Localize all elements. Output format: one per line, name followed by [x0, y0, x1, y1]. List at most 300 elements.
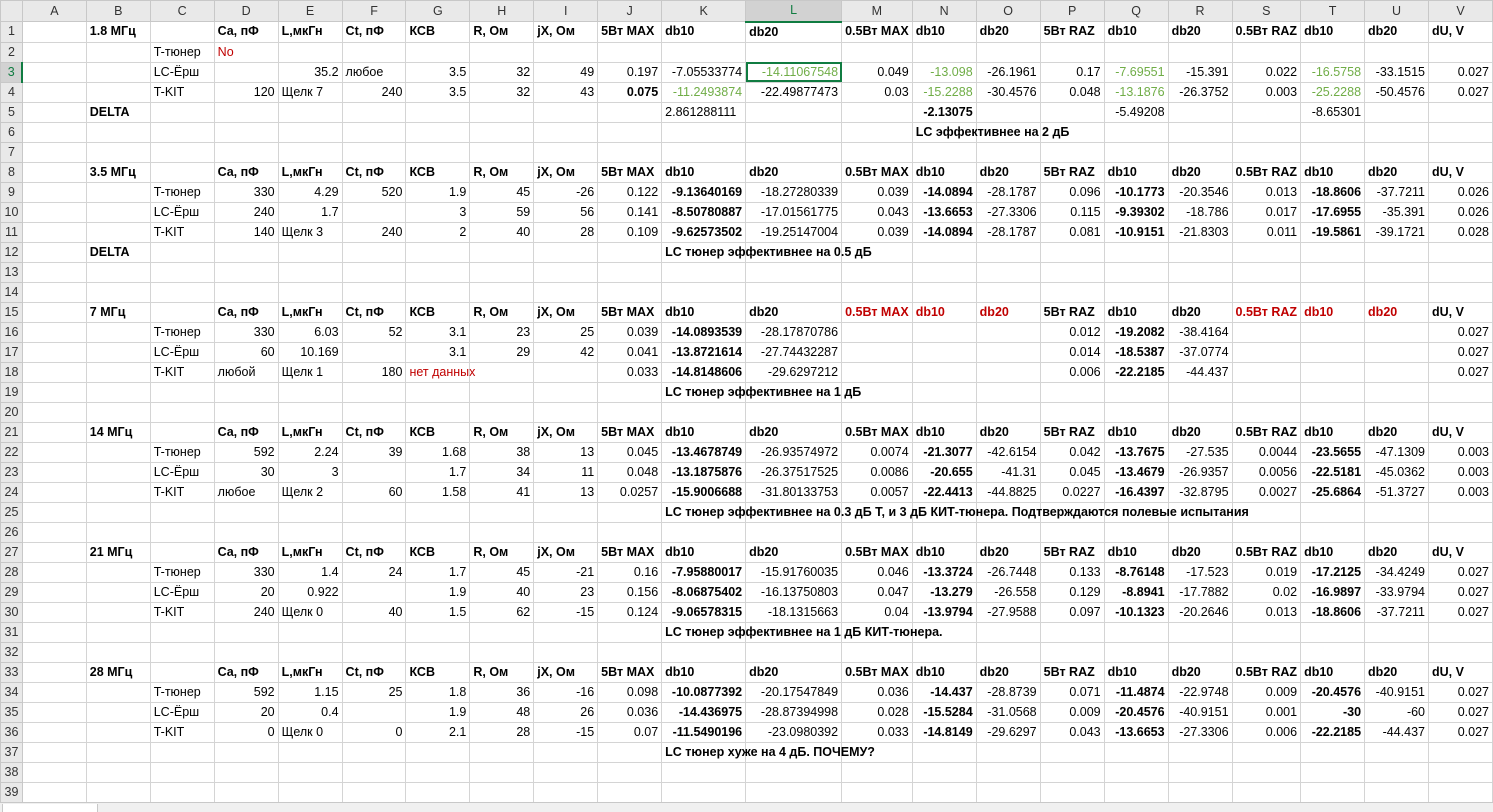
cell-p32[interactable] [1040, 642, 1104, 662]
cell-b34[interactable] [86, 682, 150, 702]
cell-s14[interactable] [1232, 282, 1301, 302]
cell-h37[interactable] [470, 742, 534, 762]
cell-g17[interactable]: 3.1 [406, 342, 470, 362]
cell-u29[interactable]: -33.9794 [1365, 582, 1429, 602]
cell-v38[interactable] [1429, 762, 1493, 782]
cell-m15[interactable]: 0.5Вт MAX [842, 302, 913, 322]
cell-n30[interactable]: -13.9794 [912, 602, 976, 622]
cell-f11[interactable]: 240 [342, 222, 406, 242]
cell-f34[interactable]: 25 [342, 682, 406, 702]
cell-j35[interactable]: 0.036 [598, 702, 662, 722]
cell-e37[interactable] [278, 742, 342, 762]
cell-o18[interactable] [976, 362, 1040, 382]
cell-k4[interactable]: -11.2493874 [662, 82, 746, 102]
cell-k10[interactable]: -8.50780887 [662, 202, 746, 222]
cell-j39[interactable] [598, 782, 662, 802]
cell-g30[interactable]: 1.5 [406, 602, 470, 622]
cell-e1[interactable]: L,мкГн [278, 22, 342, 43]
cell-b11[interactable] [86, 222, 150, 242]
cell-d30[interactable]: 240 [214, 602, 278, 622]
cell-e8[interactable]: L,мкГн [278, 162, 342, 182]
cell-c22[interactable]: T-тюнер [150, 442, 214, 462]
row-header-20[interactable]: 20 [1, 402, 23, 422]
cell-d7[interactable] [214, 142, 278, 162]
cell-q30[interactable]: -10.1323 [1104, 602, 1168, 622]
cell-c25[interactable] [150, 502, 214, 522]
cell-v7[interactable] [1429, 142, 1493, 162]
cell-o33[interactable]: db20 [976, 662, 1040, 682]
cell-t30[interactable]: -18.8606 [1301, 602, 1365, 622]
cell-r21[interactable]: db20 [1168, 422, 1232, 442]
cell-o17[interactable] [976, 342, 1040, 362]
cell-j28[interactable]: 0.16 [598, 562, 662, 582]
cell-t8[interactable]: db10 [1301, 162, 1365, 182]
column-header-m[interactable]: M [842, 1, 913, 22]
cell-t38[interactable] [1301, 762, 1365, 782]
cell-h11[interactable]: 40 [470, 222, 534, 242]
cell-r24[interactable]: -32.8795 [1168, 482, 1232, 502]
cell-j17[interactable]: 0.041 [598, 342, 662, 362]
row-header-25[interactable]: 25 [1, 502, 23, 522]
cell-m36[interactable]: 0.033 [842, 722, 913, 742]
cell-j21[interactable]: 5Вт MAX [598, 422, 662, 442]
cell-f2[interactable] [342, 42, 406, 62]
cell-k14[interactable] [662, 282, 746, 302]
cell-b25[interactable] [86, 502, 150, 522]
cell-k18[interactable]: -14.8148606 [662, 362, 746, 382]
cell-n9[interactable]: -14.0894 [912, 182, 976, 202]
cell-h22[interactable]: 38 [470, 442, 534, 462]
cell-b14[interactable] [86, 282, 150, 302]
cell-a21[interactable] [22, 422, 86, 442]
cell-v20[interactable] [1429, 402, 1493, 422]
cell-f38[interactable] [342, 762, 406, 782]
cell-b6[interactable] [86, 122, 150, 142]
cell-s28[interactable]: 0.019 [1232, 562, 1301, 582]
cell-m4[interactable]: 0.03 [842, 82, 913, 102]
cell-s17[interactable] [1232, 342, 1301, 362]
cell-p10[interactable]: 0.115 [1040, 202, 1104, 222]
row-header-1[interactable]: 1 [1, 22, 23, 43]
cell-o36[interactable]: -29.6297 [976, 722, 1040, 742]
cell-r10[interactable]: -18.786 [1168, 202, 1232, 222]
cell-b9[interactable] [86, 182, 150, 202]
cell-b24[interactable] [86, 482, 150, 502]
cell-d32[interactable] [214, 642, 278, 662]
cell-k8[interactable]: db10 [662, 162, 746, 182]
cell-e15[interactable]: L,мкГн [278, 302, 342, 322]
column-header-p[interactable]: P [1040, 1, 1104, 22]
cell-v31[interactable] [1429, 622, 1493, 642]
cell-d20[interactable] [214, 402, 278, 422]
cell-d15[interactable]: Ca, пФ [214, 302, 278, 322]
cell-c23[interactable]: LC-Ёрш [150, 462, 214, 482]
row-header-6[interactable]: 6 [1, 122, 23, 142]
column-header-n[interactable]: N [912, 1, 976, 22]
cell-p38[interactable] [1040, 762, 1104, 782]
cell-u8[interactable]: db20 [1365, 162, 1429, 182]
cell-b8[interactable]: 3.5 МГц [86, 162, 150, 182]
cell-o26[interactable] [976, 522, 1040, 542]
cell-d34[interactable]: 592 [214, 682, 278, 702]
cell-t3[interactable]: -16.5758 [1301, 62, 1365, 82]
cell-q2[interactable] [1104, 42, 1168, 62]
cell-k36[interactable]: -11.5490196 [662, 722, 746, 742]
cell-b15[interactable]: 7 МГц [86, 302, 150, 322]
cell-q18[interactable]: -22.2185 [1104, 362, 1168, 382]
cell-g39[interactable] [406, 782, 470, 802]
cell-m5[interactable] [842, 102, 913, 122]
cell-l21[interactable]: db20 [746, 422, 842, 442]
cell-i14[interactable] [534, 282, 598, 302]
cell-m34[interactable]: 0.036 [842, 682, 913, 702]
cell-p5[interactable] [1040, 102, 1104, 122]
cell-f6[interactable] [342, 122, 406, 142]
cell-h12[interactable] [470, 242, 534, 262]
cell-a30[interactable] [22, 602, 86, 622]
cell-n18[interactable] [912, 362, 976, 382]
cell-e30[interactable]: Щелк 0 [278, 602, 342, 622]
cell-r2[interactable] [1168, 42, 1232, 62]
cell-e14[interactable] [278, 282, 342, 302]
column-header-r[interactable]: R [1168, 1, 1232, 22]
cell-i25[interactable] [534, 502, 598, 522]
row-header-39[interactable]: 39 [1, 782, 23, 802]
cell-n34[interactable]: -14.437 [912, 682, 976, 702]
cell-o32[interactable] [976, 642, 1040, 662]
cell-f5[interactable] [342, 102, 406, 122]
cell-l17[interactable]: -27.74432287 [746, 342, 842, 362]
cell-m3[interactable]: 0.049 [842, 62, 913, 82]
cell-r32[interactable] [1168, 642, 1232, 662]
cell-j20[interactable] [598, 402, 662, 422]
cell-u32[interactable] [1365, 642, 1429, 662]
cell-g10[interactable]: 3 [406, 202, 470, 222]
cell-p14[interactable] [1040, 282, 1104, 302]
cell-b38[interactable] [86, 762, 150, 782]
cell-i13[interactable] [534, 262, 598, 282]
cell-s24[interactable]: 0.0027 [1232, 482, 1301, 502]
cell-d28[interactable]: 330 [214, 562, 278, 582]
cell-j37[interactable] [598, 742, 662, 762]
cell-f1[interactable]: Ct, пФ [342, 22, 406, 43]
row-header-37[interactable]: 37 [1, 742, 23, 762]
cell-n29[interactable]: -13.279 [912, 582, 976, 602]
row-header-12[interactable]: 12 [1, 242, 23, 262]
cell-i4[interactable]: 43 [534, 82, 598, 102]
cell-k20[interactable] [662, 402, 746, 422]
cell-d29[interactable]: 20 [214, 582, 278, 602]
cell-i23[interactable]: 11 [534, 462, 598, 482]
cell-m33[interactable]: 0.5Вт MAX [842, 662, 913, 682]
cell-v17[interactable]: 0.027 [1429, 342, 1493, 362]
cell-o9[interactable]: -28.1787 [976, 182, 1040, 202]
cell-a7[interactable] [22, 142, 86, 162]
cell-f33[interactable]: Ct, пФ [342, 662, 406, 682]
cell-c39[interactable] [150, 782, 214, 802]
cell-v16[interactable]: 0.027 [1429, 322, 1493, 342]
cell-t7[interactable] [1301, 142, 1365, 162]
cell-r18[interactable]: -44.437 [1168, 362, 1232, 382]
cell-g14[interactable] [406, 282, 470, 302]
cell-e5[interactable] [278, 102, 342, 122]
cell-c24[interactable]: T-KIT [150, 482, 214, 502]
cell-j38[interactable] [598, 762, 662, 782]
cell-b18[interactable] [86, 362, 150, 382]
cell-c7[interactable] [150, 142, 214, 162]
cell-o38[interactable] [976, 762, 1040, 782]
cell-l39[interactable] [746, 782, 842, 802]
cell-i26[interactable] [534, 522, 598, 542]
cell-l30[interactable]: -18.1315663 [746, 602, 842, 622]
cell-k25[interactable] [662, 502, 1249, 522]
cell-q9[interactable]: -10.1773 [1104, 182, 1168, 202]
cell-d21[interactable]: Ca, пФ [214, 422, 278, 442]
cell-k2[interactable] [662, 42, 746, 62]
cell-g7[interactable] [406, 142, 470, 162]
cell-m9[interactable]: 0.039 [842, 182, 913, 202]
cell-f20[interactable] [342, 402, 406, 422]
cell-f13[interactable] [342, 262, 406, 282]
cell-v30[interactable]: 0.027 [1429, 602, 1493, 622]
cell-q8[interactable]: db10 [1104, 162, 1168, 182]
cell-a17[interactable] [22, 342, 86, 362]
cell-k9[interactable]: -9.13640169 [662, 182, 746, 202]
cell-u17[interactable] [1365, 342, 1429, 362]
cell-i39[interactable] [534, 782, 598, 802]
cell-b20[interactable] [86, 402, 150, 422]
cell-h36[interactable]: 28 [470, 722, 534, 742]
cell-j11[interactable]: 0.109 [598, 222, 662, 242]
cell-q6[interactable] [1104, 122, 1168, 142]
cell-n26[interactable] [912, 522, 976, 542]
cell-g9[interactable]: 1.9 [406, 182, 470, 202]
cell-o8[interactable]: db20 [976, 162, 1040, 182]
cell-n8[interactable]: db10 [912, 162, 976, 182]
cell-j4[interactable]: 0.075 [598, 82, 662, 102]
cell-b5[interactable]: DELTA [86, 102, 150, 122]
cell-j16[interactable]: 0.039 [598, 322, 662, 342]
cell-b16[interactable] [86, 322, 150, 342]
cell-f31[interactable] [342, 622, 406, 642]
cell-a38[interactable] [22, 762, 86, 782]
cell-d39[interactable] [214, 782, 278, 802]
cell-d9[interactable]: 330 [214, 182, 278, 202]
row-header-8[interactable]: 8 [1, 162, 23, 182]
cell-s19[interactable] [1232, 382, 1301, 402]
cell-e28[interactable]: 1.4 [278, 562, 342, 582]
cell-t25[interactable] [1301, 502, 1365, 522]
cell-o2[interactable] [976, 42, 1040, 62]
column-header-h[interactable]: H [470, 1, 534, 22]
cell-r5[interactable] [1168, 102, 1232, 122]
cell-f27[interactable]: Ct, пФ [342, 542, 406, 562]
cell-l28[interactable]: -15.91760035 [746, 562, 842, 582]
cell-p34[interactable]: 0.071 [1040, 682, 1104, 702]
cell-v9[interactable]: 0.026 [1429, 182, 1493, 202]
cell-i8[interactable]: jX, Ом [534, 162, 598, 182]
cell-h19[interactable] [470, 382, 534, 402]
cell-v6[interactable] [1429, 122, 1493, 142]
cell-b22[interactable] [86, 442, 150, 462]
cell-k1[interactable]: db10 [662, 22, 746, 43]
cell-v24[interactable]: 0.003 [1429, 482, 1493, 502]
row-header-33[interactable]: 33 [1, 662, 23, 682]
cell-s32[interactable] [1232, 642, 1301, 662]
cell-j15[interactable]: 5Вт MAX [598, 302, 662, 322]
cell-e7[interactable] [278, 142, 342, 162]
cell-v34[interactable]: 0.027 [1429, 682, 1493, 702]
cell-v3[interactable]: 0.027 [1429, 62, 1493, 82]
cell-f30[interactable]: 40 [342, 602, 406, 622]
row-header-34[interactable]: 34 [1, 682, 23, 702]
cell-q1[interactable]: db10 [1104, 22, 1168, 43]
cell-n5[interactable]: -2.13075 [912, 102, 976, 122]
cell-a34[interactable] [22, 682, 86, 702]
cell-r4[interactable]: -26.3752 [1168, 82, 1232, 102]
row-header-19[interactable]: 19 [1, 382, 23, 402]
cell-q14[interactable] [1104, 282, 1168, 302]
cell-a9[interactable] [22, 182, 86, 202]
cell-t27[interactable]: db10 [1301, 542, 1365, 562]
cell-h6[interactable] [470, 122, 534, 142]
row-header-27[interactable]: 27 [1, 542, 23, 562]
cell-g2[interactable] [406, 42, 470, 62]
cell-v8[interactable]: dU, V [1429, 162, 1493, 182]
cell-a18[interactable] [22, 362, 86, 382]
cell-e24[interactable]: Щелк 2 [278, 482, 342, 502]
cell-d24[interactable]: любое [214, 482, 278, 502]
cell-t2[interactable] [1301, 42, 1365, 62]
column-header-o[interactable]: O [976, 1, 1040, 22]
cell-i22[interactable]: 13 [534, 442, 598, 462]
cell-s9[interactable]: 0.013 [1232, 182, 1301, 202]
column-header-c[interactable]: C [150, 1, 214, 22]
cell-c36[interactable]: T-KIT [150, 722, 214, 742]
cell-e18[interactable]: Щелк 1 [278, 362, 342, 382]
cell-l27[interactable]: db20 [746, 542, 842, 562]
cell-v2[interactable] [1429, 42, 1493, 62]
cell-e2[interactable] [278, 42, 342, 62]
cell-u34[interactable]: -40.9151 [1365, 682, 1429, 702]
cell-a16[interactable] [22, 322, 86, 342]
cell-m6[interactable] [842, 122, 913, 142]
cell-v19[interactable] [1429, 382, 1493, 402]
cell-l38[interactable] [746, 762, 842, 782]
cell-h16[interactable]: 23 [470, 322, 534, 342]
row-header-18[interactable]: 18 [1, 362, 23, 382]
column-header-j[interactable]: J [598, 1, 662, 22]
cell-n35[interactable]: -15.5284 [912, 702, 976, 722]
cell-c13[interactable] [150, 262, 214, 282]
cell-j29[interactable]: 0.156 [598, 582, 662, 602]
cell-m21[interactable]: 0.5Вт MAX [842, 422, 913, 442]
cell-o28[interactable]: -26.7448 [976, 562, 1040, 582]
cell-h2[interactable] [470, 42, 534, 62]
cell-g12[interactable] [406, 242, 470, 262]
cell-d4[interactable]: 120 [214, 82, 278, 102]
cell-d16[interactable]: 330 [214, 322, 278, 342]
cell-d27[interactable]: Ca, пФ [214, 542, 278, 562]
cell-o29[interactable]: -26.558 [976, 582, 1040, 602]
cell-q37[interactable] [1104, 742, 1168, 762]
cell-b37[interactable] [86, 742, 150, 762]
cell-q28[interactable]: -8.76148 [1104, 562, 1168, 582]
cell-i19[interactable] [534, 382, 598, 402]
cell-u19[interactable] [1365, 382, 1429, 402]
cell-g38[interactable] [406, 762, 470, 782]
cell-q39[interactable] [1104, 782, 1168, 802]
cell-k33[interactable]: db10 [662, 662, 746, 682]
cell-c31[interactable] [150, 622, 214, 642]
cell-d10[interactable]: 240 [214, 202, 278, 222]
cell-i10[interactable]: 56 [534, 202, 598, 222]
cell-m8[interactable]: 0.5Вт MAX [842, 162, 913, 182]
cell-q26[interactable] [1104, 522, 1168, 542]
cell-f24[interactable]: 60 [342, 482, 406, 502]
cell-g33[interactable]: КСВ [406, 662, 470, 682]
cell-s18[interactable] [1232, 362, 1301, 382]
cell-l10[interactable]: -17.01561775 [746, 202, 842, 222]
cell-s23[interactable]: 0.0056 [1232, 462, 1301, 482]
cell-u27[interactable]: db20 [1365, 542, 1429, 562]
cell-t39[interactable] [1301, 782, 1365, 802]
cell-n21[interactable]: db10 [912, 422, 976, 442]
cell-u28[interactable]: -34.4249 [1365, 562, 1429, 582]
cell-s4[interactable]: 0.003 [1232, 82, 1301, 102]
cell-a12[interactable] [22, 242, 86, 262]
cell-o30[interactable]: -27.9588 [976, 602, 1040, 622]
cell-u39[interactable] [1365, 782, 1429, 802]
cell-t36[interactable]: -22.2185 [1301, 722, 1365, 742]
cell-p31[interactable] [1040, 622, 1104, 642]
cell-u14[interactable] [1365, 282, 1429, 302]
cell-f10[interactable] [342, 202, 406, 222]
cell-s22[interactable]: 0.0044 [1232, 442, 1301, 462]
cell-u21[interactable]: db20 [1365, 422, 1429, 442]
cell-f22[interactable]: 39 [342, 442, 406, 462]
cell-v10[interactable]: 0.026 [1429, 202, 1493, 222]
column-header-i[interactable]: I [534, 1, 598, 22]
cell-q11[interactable]: -10.9151 [1104, 222, 1168, 242]
cell-s2[interactable] [1232, 42, 1301, 62]
row-header-13[interactable]: 13 [1, 262, 23, 282]
cell-u31[interactable] [1365, 622, 1429, 642]
cell-f36[interactable]: 0 [342, 722, 406, 742]
cell-o19[interactable] [976, 382, 1040, 402]
cell-h1[interactable]: R, Ом [470, 22, 534, 43]
cell-v28[interactable]: 0.027 [1429, 562, 1493, 582]
cell-e17[interactable]: 10.169 [278, 342, 342, 362]
cell-b12[interactable]: DELTA [86, 242, 150, 262]
cell-j1[interactable]: 5Вт MAX [598, 22, 662, 43]
cell-u15[interactable]: db20 [1365, 302, 1429, 322]
row-header-2[interactable]: 2 [1, 42, 23, 62]
cell-m14[interactable] [842, 282, 913, 302]
cell-j8[interactable]: 5Вт MAX [598, 162, 662, 182]
cell-n32[interactable] [912, 642, 976, 662]
cell-s1[interactable]: 0.5Вт RAZ [1232, 22, 1301, 43]
cell-n17[interactable] [912, 342, 976, 362]
column-header-l[interactable]: L [746, 1, 842, 22]
cell-b31[interactable] [86, 622, 150, 642]
cell-q16[interactable]: -19.2082 [1104, 322, 1168, 342]
cell-a1[interactable] [22, 22, 86, 43]
cell-b17[interactable] [86, 342, 150, 362]
cell-l18[interactable]: -29.6297212 [746, 362, 842, 382]
cell-u9[interactable]: -37.7211 [1365, 182, 1429, 202]
cell-k32[interactable] [662, 642, 746, 662]
